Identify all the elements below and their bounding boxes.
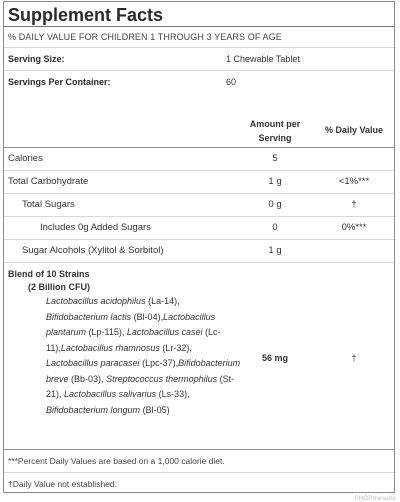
column-header-row: [4, 115, 394, 147]
nutrient-row-sugar-alcohols: [4, 240, 394, 262]
nutrient-amount: 5: [272, 153, 278, 164]
strain-name: Lactobacillus paracasei: [46, 358, 140, 368]
strain-list: [46, 294, 242, 418]
blend-amount: 56 mg: [261, 353, 288, 363]
serving-size-value: 1 Chewable Tablet: [226, 54, 300, 64]
strain-name: Lactobacillus plantarum: [46, 311, 216, 337]
daily-value-header: % Daily Value: [324, 125, 384, 135]
strain-name: Streptococcus thermophilus: [106, 373, 218, 384]
nutrient-name: Total Carbohydrate: [8, 176, 89, 187]
blend-cfu: (2 Billion CFU): [28, 282, 90, 292]
serving-size-row: [4, 48, 394, 70]
nutrient-name: Calories: [8, 153, 43, 164]
nutrient-daily-value: †: [351, 199, 357, 210]
strain-code: (Lpc-37),: [142, 358, 179, 368]
strain-name: Lactobacillus acidophilus: [46, 296, 146, 306]
strain-code: (Bl-05): [142, 404, 170, 415]
servings-per-container-label: Servings Per Container:: [8, 77, 111, 87]
strain-code: (Bl-04),: [133, 311, 164, 322]
strain-code: (Lc-11),: [46, 327, 221, 353]
nutrient-row-added-sugars: [4, 217, 394, 239]
nutrient-amount: 1 g: [268, 245, 282, 256]
serving-size-label: Serving Size:: [8, 54, 65, 64]
nutrient-daily-value: <1%***: [338, 176, 370, 187]
nutrient-row-calories: [4, 148, 394, 170]
amount-per-serving-header: Amount per Serving: [249, 119, 301, 143]
daily-value-subtitle: % DAILY VALUE FOR CHILDREN 1 THROUGH 3 YEARS OF AGE: [8, 32, 282, 42]
strain-code: (Bb-03),: [71, 373, 104, 384]
strain-code: (La-14),: [148, 296, 180, 306]
nutrient-name: Includes 0g Added Sugars: [40, 222, 151, 233]
nutrient-amount: 0 g: [268, 199, 282, 210]
servings-per-container-row: [4, 71, 394, 93]
nutrient-name: Sugar Alcohols (Xylitol & Sorbitol): [22, 245, 164, 256]
watermark: SHOPthesuite: [354, 496, 396, 502]
strain-code: (Lr-32),: [162, 342, 192, 353]
supplement-facts-panel: [3, 1, 395, 493]
probiotic-blend-row: [4, 263, 394, 449]
strain-code: (Lp-115),: [88, 327, 125, 337]
strain-name: Bifidobacterium longum: [46, 404, 141, 415]
strain-name: Lactobacillus casei: [126, 327, 203, 337]
blend-daily-value: †: [351, 353, 357, 363]
nutrient-row-total-sugars: [4, 194, 394, 216]
strain-name: Bifidobacterium breve: [46, 358, 241, 384]
nutrient-amount: 1 g: [268, 176, 282, 187]
strain-code: (St-21),: [46, 373, 235, 399]
footnote-calorie-diet: ***Percent Daily Values are based on a 1,000 calorie diet.: [8, 456, 225, 466]
panel-title: Supplement Facts: [8, 5, 164, 25]
nutrient-amount: 0: [272, 222, 278, 233]
servings-per-container-value: 60: [226, 77, 237, 87]
nutrient-row-total-carbohydrate: [4, 171, 394, 193]
nutrient-name: Total Sugars: [22, 199, 75, 210]
blend-name: Blend of 10 Strains: [8, 269, 90, 279]
strain-name: Lactobacillus salivarius: [64, 389, 157, 399]
strain-name: Bifidobacterium lactis: [46, 311, 132, 322]
footnote-dv-not-established: †Daily Value not established.: [8, 479, 117, 489]
nutrient-daily-value: 0%***: [341, 222, 367, 233]
strain-name: Lactobacillus rhamnosus: [60, 342, 160, 353]
strain-code: (Ls-33),: [158, 389, 190, 399]
